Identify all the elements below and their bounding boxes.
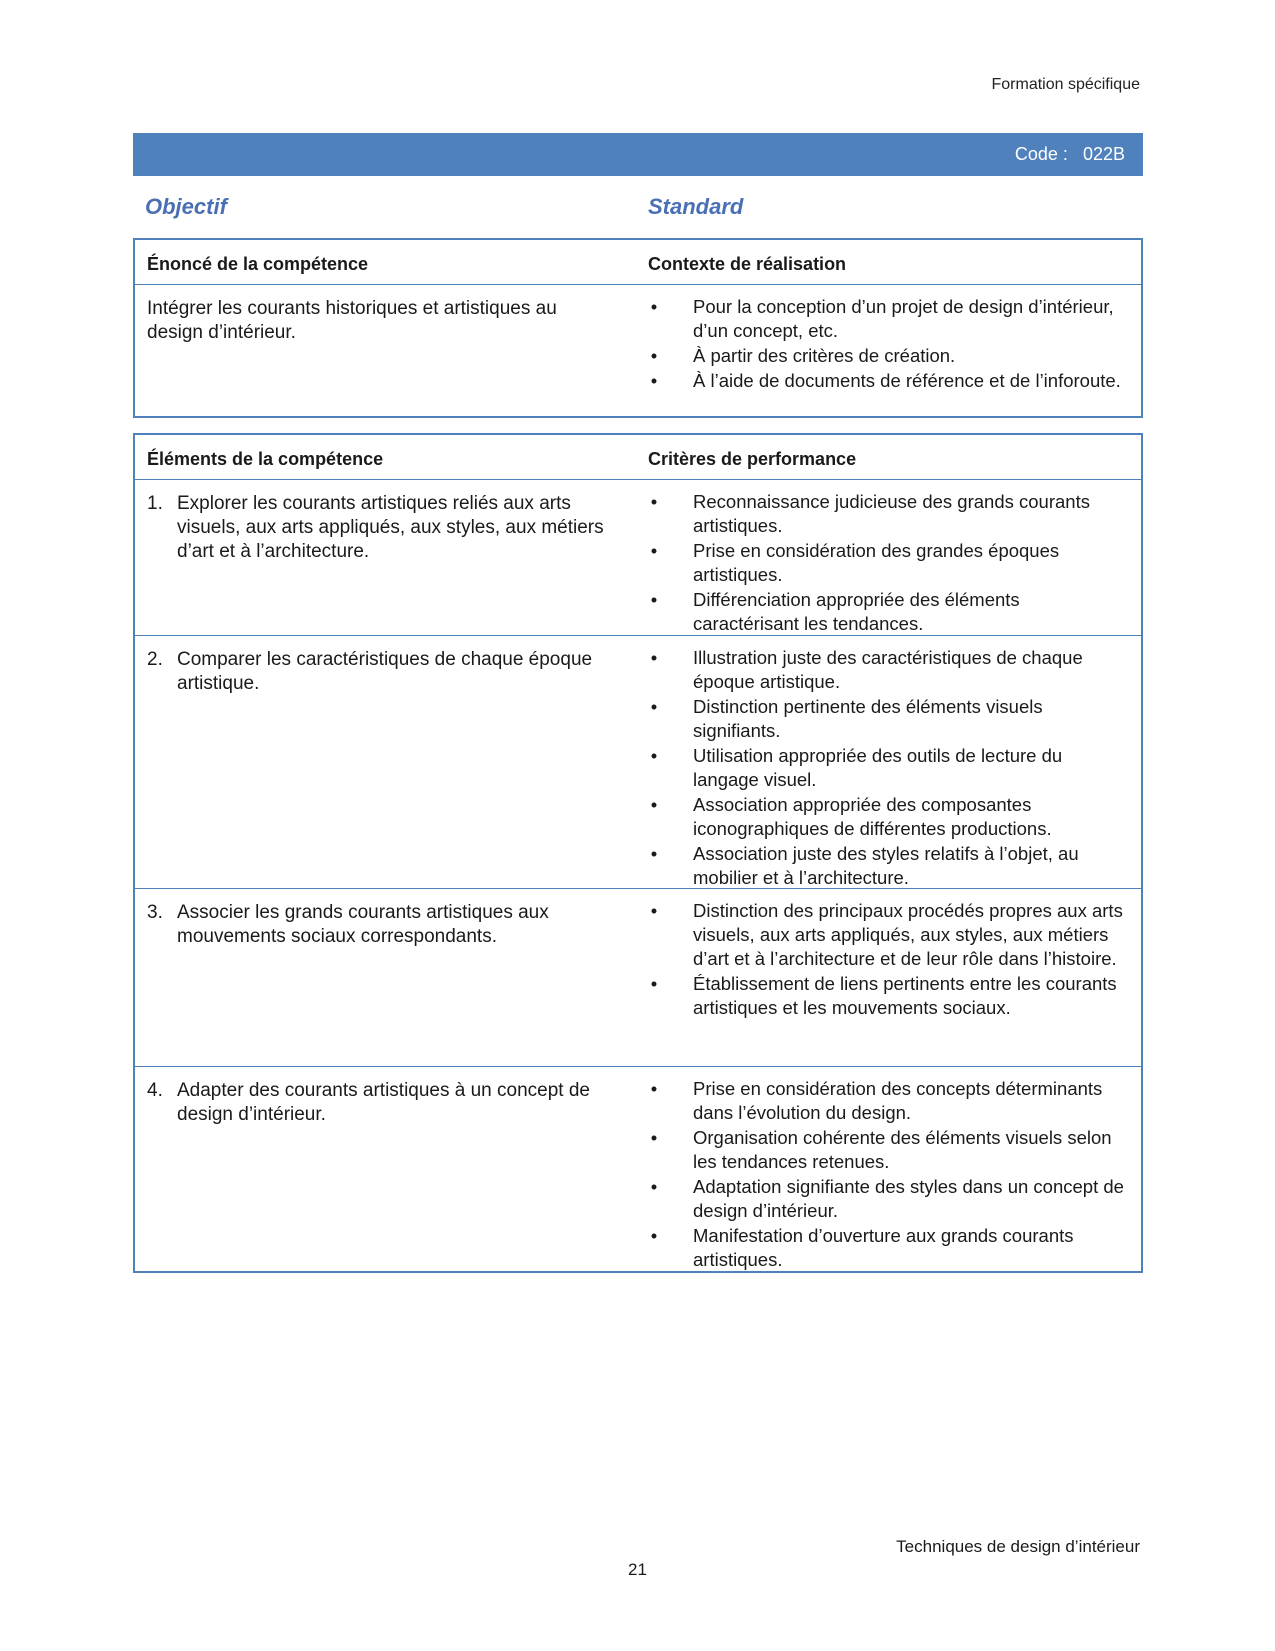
list-item: • Pour la conception d’un projet de design d’intérieur, d’un concept, etc. [648, 295, 1128, 343]
section-titles [145, 194, 1135, 222]
list-item: • À l’aide de documents de référence et de l’inforoute. [648, 369, 1128, 393]
bullet-icon: • [650, 589, 658, 610]
table-row [135, 480, 1141, 636]
table-row [135, 889, 1141, 1067]
bullet-icon: • [650, 491, 658, 512]
page-number: 21 [628, 1560, 647, 1579]
list-item: • Adaptation signifiante des styles dans un concept de design d’intérieur. [648, 1175, 1128, 1223]
list-item: • Reconnaissance judicieuse des grands courants artistiques. [648, 490, 1128, 538]
code-value: 022B [1082, 144, 1125, 164]
element-text: 2. Comparer les caractéristiques de chaque époque artistique. [147, 649, 593, 694]
list-item: • Distinction pertinente des éléments visuels signifiants. [648, 695, 1128, 743]
list-item: • Organisation cohérente des éléments visuels selon les tendances retenues. [648, 1126, 1128, 1174]
list-item: • Différenciation appropriée des éléments caractérisant les tendances. [648, 588, 1128, 636]
enonce-heading: Énoncé de la compétence [147, 254, 369, 274]
footer-program-name: Techniques de design d’intérieur [896, 1537, 1140, 1556]
list-item: • Prise en considération des concepts déterminants dans l’évolution du design. [648, 1077, 1128, 1125]
criteria-list [648, 490, 1128, 637]
list-item: • Association appropriée des composantes iconographiques de différentes productions. [648, 793, 1128, 841]
context-list [648, 295, 1128, 394]
bullet-icon: • [650, 745, 658, 766]
code-label: Code : [1014, 144, 1068, 164]
bullet-icon: • [650, 973, 658, 994]
standard-heading: Standard [648, 194, 744, 219]
contexte-heading: Contexte de réalisation [648, 254, 847, 274]
competency-statement-table [133, 238, 1143, 418]
list-item: • Association juste des styles relatifs à l’objet, au mobilier et à l’architecture. [648, 842, 1128, 890]
criteria-list [648, 899, 1128, 1021]
bullet-icon: • [650, 345, 658, 366]
list-item: • Prise en considération des grandes époques artistiques. [648, 539, 1128, 587]
bullet-icon: • [650, 1176, 658, 1197]
bullet-icon: • [650, 794, 658, 815]
competency-table-header [135, 240, 1141, 285]
list-item: • Utilisation appropriée des outils de lecture du langage visuel. [648, 744, 1128, 792]
bullet-icon: • [650, 540, 658, 561]
elements-table-header [135, 435, 1141, 480]
element-text: 3. Associer les grands courants artistiques aux mouvements sociaux correspondants. [147, 902, 549, 947]
competency-statement [147, 297, 607, 345]
bullet-icon: • [650, 647, 658, 668]
bullet-icon: • [650, 1127, 658, 1148]
list-item: • Établissement de liens pertinents entre les courants artistiques et les mouvements sociaux. [648, 972, 1128, 1020]
list-item: • À partir des critères de création. [648, 344, 1128, 368]
bullet-icon: • [650, 1225, 658, 1246]
bullet-icon: • [650, 1078, 658, 1099]
elements-heading: Éléments de la compétence [147, 449, 384, 469]
bullet-icon: • [650, 296, 658, 317]
criteres-heading: Critères de performance [648, 449, 857, 469]
criteria-list [648, 1077, 1128, 1273]
competency-row [135, 285, 1141, 415]
element-text: 4. Adapter des courants artistiques à un concept de design d’intérieur. [147, 1080, 590, 1125]
list-item: • Distinction des principaux procédés propres aux arts visuels, aux arts appliqués, aux styles, aux métiers d’art et à l’architecture et de leur rôle dans l’histoire. [648, 899, 1128, 971]
objective-heading: Objectif [145, 194, 227, 219]
element-text: 1. Explorer les courants artistiques reliés aux arts visuels, aux arts appliqués, aux styles, aux métiers d’art et à l’architecture. [147, 493, 604, 562]
program-type-label: Formation spécifique [991, 76, 1140, 93]
bullet-icon: • [650, 843, 658, 864]
bullet-icon: • [650, 900, 658, 921]
competency-statement-text: Intégrer les courants historiques et artistiques au design d’intérieur. [147, 298, 557, 343]
criteria-list [648, 646, 1128, 891]
code-bar [133, 133, 1143, 176]
list-item: • Manifestation d’ouverture aux grands courants artistiques. [648, 1224, 1128, 1272]
table-row [135, 636, 1141, 889]
bullet-icon: • [650, 696, 658, 717]
elements-criteria-table [133, 433, 1143, 1273]
table-row [135, 1067, 1141, 1272]
bullet-icon: • [650, 370, 658, 391]
list-item: • Illustration juste des caractéristiques de chaque époque artistique. [648, 646, 1128, 694]
